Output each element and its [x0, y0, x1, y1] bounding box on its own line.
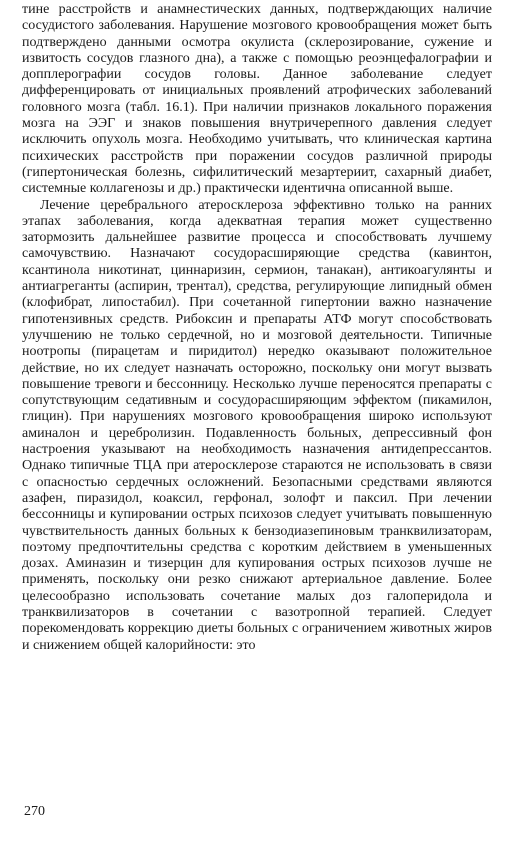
page-number: 270	[24, 804, 45, 819]
page-text	[22, 2, 492, 654]
paragraph-treatment: Лечение церебрального атеросклероза эффективно только на ранних этапах заболевания, когда адекватная терапия может существенно затормозить дальнейшее развитие процесса и способствовать лучшему самочувствию. Назначают сосудорасширяющие средства (кавинтон, ксантинола никотинат, циннаризин, сермион, танакан), антикоагулянты и антиагреганты (аспирин, трентал), средства, регулирующие липидный обмен (клофибрат, липостабил). При сочетанной гипертонии важно назначение гипотензивных средств. Рибоксин и препараты АТФ могут способствовать улучшению не только сердечной, но и мозговой деятельности. Типичные ноотропы (пирацетам и пиридитол) нередко оказывают положительное действие, но их следует назначать осторожно, поскольку они могут вызвать повышение тревоги и бессонницу. Несколько лучше переносятся препараты с сопутствующим седативным и сосудорасширяющим эффектом (пикамилон, глицин). При нарушениях мозгового кровообращения широко используют аминалон и церебролизин. Подавленность больных, депрессивный фон настроения указывают на необходимость назначения антидепрессантов. Однако типичные ТЦА при атеросклерозе стараются не использовать в связи с опасностью сердечных осложнений. Безопасными средствами являются азафен, пиразидол, коаксил, герфонал, золофт и паксил. При лечении бессонницы и купировании острых психозов следует учитывать повышенную чувствительность данных больных к бензодиазепиновым транквилизаторам, поэтому предпочтительны средства с коротким действием в уменьшенных дозах. Аминазин и тизерцин для купирования острых психозов лучше не применять, поскольку они резко снижают артериальное давление. Более целесообразно использовать сочетание малых доз галоперидола и транквилизаторов в сочетании с вазотропной терапией. Следует порекомендовать коррекцию диеты больных с ограничением животных жиров и снижением общей калорийности: это	[22, 197, 492, 653]
paragraph-differential-diagnosis: тине расстройств и анамнестических данных, подтверждающих наличие сосудистого заболевания. Нарушение мозгового кровообращения может быть подтверждено данными осмотра окулиста (склерозирование, сужение и извитость сосудов глазного дна), а также с помощью реоэнцефалографии и допплерографии сосудов головы. Данное заболевание следует дифференцировать от инициальных проявлений атрофических заболеваний головного мозга (табл. 16.1). При наличии признаков локального поражения мозга на ЭЭГ и знаков повышения внутричерепного давления следует исключить опухоль мозга. Необходимо учитывать, что клиническая картина психических расстройств при поражении сосудов различной природы (гипертоническая болезнь, сифилитический мезартериит, сахарный диабет, системные коллагенозы и др.) практически идентична описанной выше.	[22, 2, 492, 197]
